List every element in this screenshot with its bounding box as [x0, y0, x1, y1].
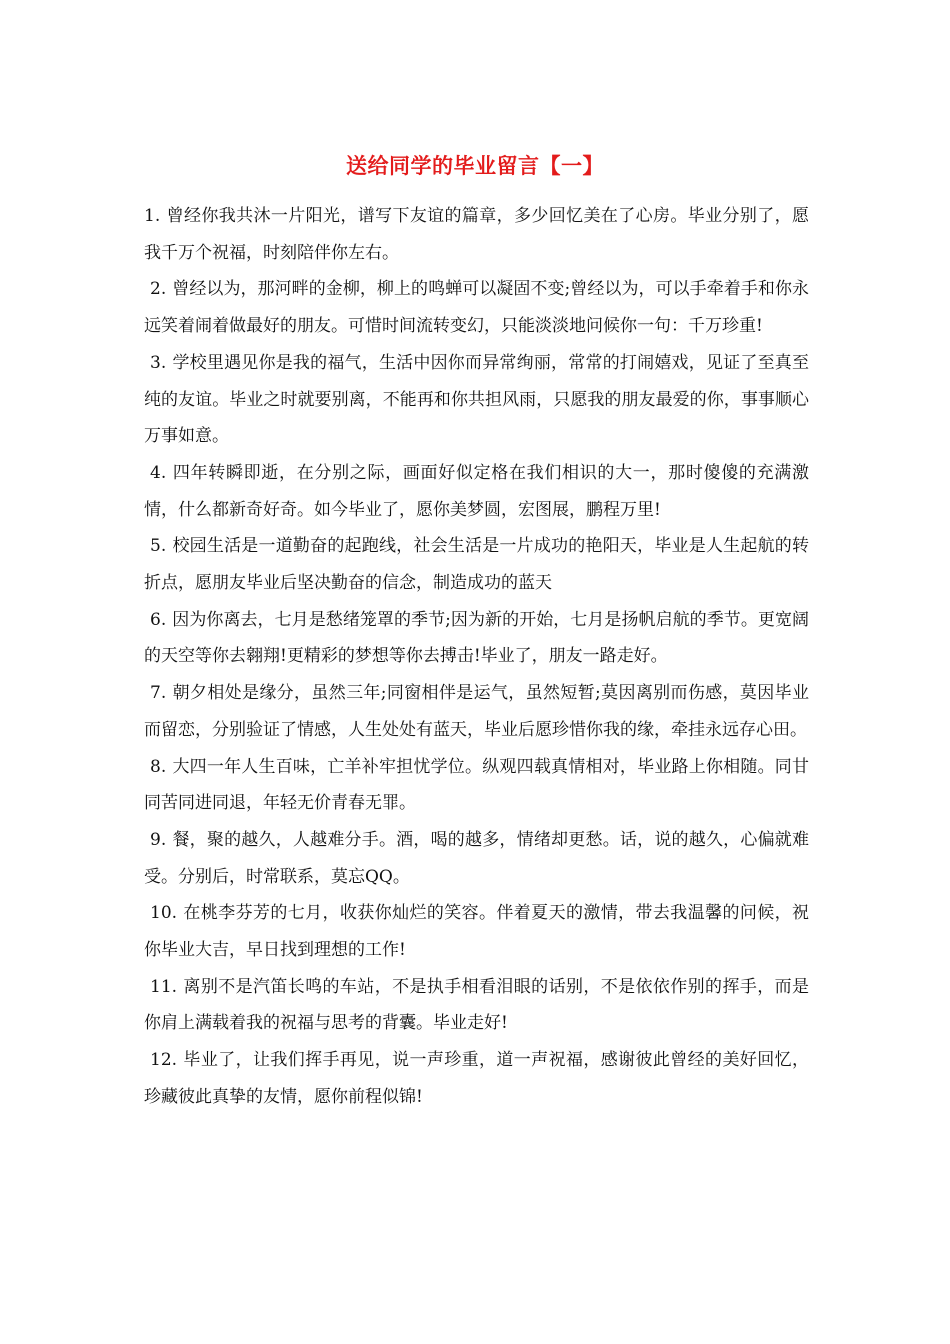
item-number: 3.	[150, 352, 167, 373]
list-item	[144, 455, 809, 528]
item-text: 因为你离去，七月是愁绪笼罩的季节;因为新的开始，七月是扬帆启航的季节。更宽阔的天空等你去翱翔!更精彩的梦想等你去搏击!毕业了，朋友一路走好。	[144, 609, 809, 667]
item-number: 8.	[150, 756, 167, 777]
item-number: 5.	[150, 536, 167, 557]
item-number: 10.	[150, 903, 178, 924]
item-text: 朝夕相处是缘分，虽然三年;同窗相伴是运气，虽然短暂;莫因离别而伤感，莫因毕业而留恋，分别验证了情感，人生处处有蓝天，毕业后愿珍惜你我的缘，牵挂永远存心田。	[144, 683, 809, 740]
document-title: 送给同学的毕业留言【一】	[346, 154, 604, 178]
list-item	[144, 528, 809, 601]
list-item	[144, 198, 809, 271]
list-item	[144, 675, 809, 748]
item-number: 11.	[150, 976, 178, 997]
item-text: 曾经你我共沐一片阳光，谱写下友谊的篇章，多少回忆美在了心房。毕业分别了，愿我千万个祝福，时刻陪伴你左右。	[144, 206, 809, 263]
item-text: 曾经以为，那河畔的金柳，柳上的鸣蝉可以凝固不变;曾经以为，可以手牵着手和你永远笑着闹着做最好的朋友。可惜时间流转变幻，只能淡淡地问候你一句：千万珍重!	[144, 279, 809, 337]
item-number: 7.	[150, 683, 167, 704]
item-number: 6.	[150, 609, 167, 630]
list-item	[144, 969, 809, 1042]
item-number: 1.	[144, 206, 161, 226]
item-number: 4.	[150, 462, 167, 483]
list-item	[144, 749, 809, 822]
item-text: 离别不是汽笛长鸣的车站，不是执手相看泪眼的话别，不是依依作别的挥手，而是你肩上满载着我的祝福与思考的背囊。毕业走好!	[144, 976, 809, 1034]
list-item	[144, 822, 809, 895]
list-item	[144, 345, 809, 455]
item-text: 餐，聚的越久，人越难分手。酒，喝的越多，情绪却更愁。话，说的越久，心偏就难受。分别后，时常联系，莫忘QQ。	[144, 829, 809, 887]
item-text: 四年转瞬即逝，在分别之际，画面好似定格在我们相识的大一，那时傻傻的充满激情，什么都新奇好奇。如今毕业了，愿你美梦圆，宏图展，鹏程万里!	[144, 462, 809, 520]
item-text: 在桃李芬芳的七月，收获你灿烂的笑容。伴着夏天的激情，带去我温馨的问候，祝你毕业大吉，早日找到理想的工作!	[144, 903, 809, 961]
item-text: 毕业了，让我们挥手再见，说一声珍重，道一声祝福，感谢彼此曾经的美好回忆，珍藏彼此真挚的友情，愿你前程似锦!	[144, 1050, 809, 1107]
list-item	[144, 1042, 809, 1115]
item-number: 2.	[150, 279, 167, 300]
item-text: 校园生活是一道勤奋的起跑线，社会生活是一片成功的艳阳天，毕业是人生起航的转折点，愿朋友毕业后坚决勤奋的信念，制造成功的蓝天	[144, 536, 809, 594]
message-list	[144, 198, 809, 1116]
item-number: 9.	[150, 829, 167, 850]
list-item	[144, 271, 809, 344]
item-number: 12.	[150, 1050, 178, 1071]
list-item	[144, 895, 809, 968]
item-text: 大四一年人生百味，亡羊补牢担忧学位。纵观四载真情相对，毕业路上你相随。同甘同苦同进同退，年轻无价青春无罪。	[144, 756, 809, 814]
list-item	[144, 602, 809, 675]
item-text: 学校里遇见你是我的福气，生活中因你而异常绚丽，常常的打闹嬉戏，见证了至真至纯的友谊。毕业之时就要别离，不能再和你共担风雨，只愿我的朋友最爱的你，事事顺心万事如意。	[144, 352, 809, 447]
